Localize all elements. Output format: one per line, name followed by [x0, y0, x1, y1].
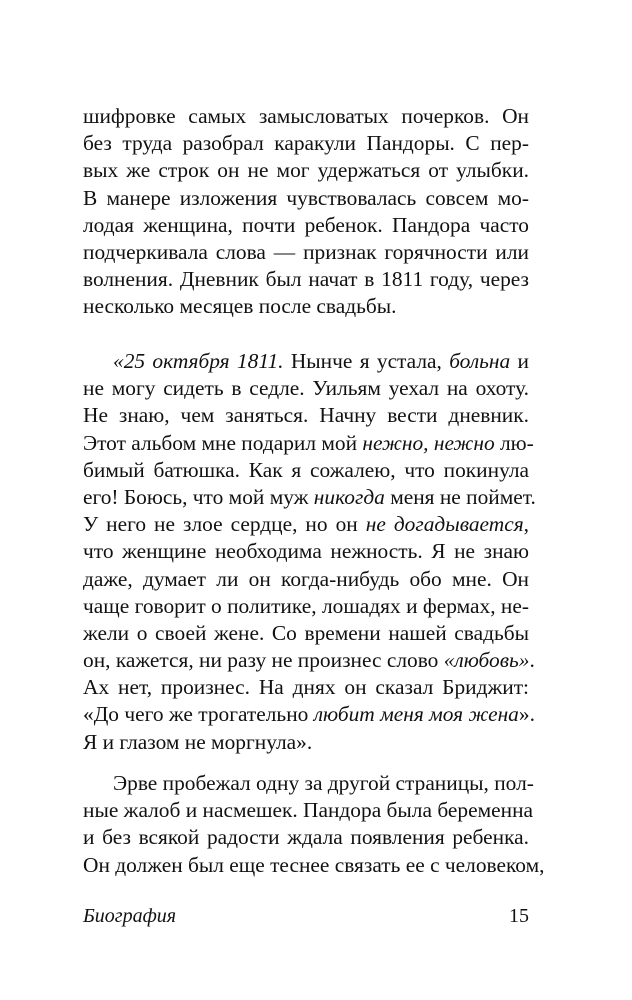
- running-footer-title: Биография: [83, 905, 177, 927]
- text-line: [83, 701, 535, 728]
- text-line: жели о своей жене. Со времени нашей свадьбы: [83, 620, 529, 645]
- text-line: Он должен был еще теснее связать ее с человеком,: [83, 852, 545, 877]
- text-line: бимый батюшка. Как я сожалею, что покинула: [83, 457, 529, 482]
- paragraph-3: [83, 770, 545, 879]
- emphasis: нежно, нежно: [362, 430, 495, 455]
- text-segment: .: [529, 648, 535, 673]
- text-line: Эрве пробежал одну за другой страницы, пол-: [113, 771, 534, 795]
- text-line: [83, 348, 529, 375]
- text-segment: У него не злое сердце, но он: [83, 512, 366, 537]
- text-segment: меня не поймет.: [384, 484, 536, 509]
- text-line: не могу сидеть в седле. Уильям уехал на охоту.: [83, 376, 529, 401]
- text-line: что женщине необходима нежность. Я не знаю: [83, 539, 529, 564]
- emphasis: больна: [449, 349, 511, 373]
- text-segment: Этот альбом мне подарил мой: [83, 430, 363, 455]
- text-line: ные жалоб и насмешек. Пандора была беременна: [83, 798, 534, 823]
- text-line: даже, думает ли он когда-нибудь обо мне. Он: [83, 566, 529, 591]
- emphasis: любит меня моя жена: [313, 702, 519, 727]
- diary-date: «25 октября 1811.: [113, 349, 284, 373]
- text-line: Я и глазом не моргнула».: [83, 729, 313, 754]
- text-line: лодая женщина, почти ребенок. Пандора часто: [83, 212, 529, 237]
- text-segment: ,: [523, 512, 530, 537]
- paragraph-1: [83, 103, 529, 321]
- text-line: В манере изложения чувствовалась совсем мо-: [83, 185, 529, 210]
- text-line: шифровке самых замысловатых почерков. Он: [83, 104, 529, 128]
- text-segment: его! Боюсь, что мой муж: [83, 484, 314, 509]
- text-line: [83, 647, 535, 674]
- text-segment: лю-: [494, 430, 534, 455]
- text-line: несколько месяцев после свадьбы.: [83, 294, 397, 319]
- text-segment: ».: [518, 702, 535, 727]
- page-number: 15: [509, 905, 529, 927]
- text-segment: Нынче я устала,: [283, 349, 450, 373]
- text-line: чаще говорит о политике, лошадях и фермах, не-: [83, 593, 529, 618]
- text-line: подчеркивала слова — признак горячности или: [83, 239, 529, 264]
- text-line: [83, 484, 536, 511]
- text-segment: и: [510, 349, 530, 373]
- emphasis: не догадывается: [365, 512, 524, 537]
- emphasis: «любовь»: [443, 648, 530, 673]
- text-line: вых же строк он не мог удержаться от улыбки.: [83, 158, 529, 183]
- text-segment: «До чего же трогательно: [83, 702, 314, 727]
- text-line: Ах нет, произнес. На днях он сказал Бриджит:: [83, 675, 529, 700]
- text-line: Не знаю, чем заняться. Начну вести дневник.: [83, 403, 529, 428]
- text-line: без труда разобрал каракули Пандоры. С пер-: [83, 131, 529, 156]
- text-line: [83, 511, 529, 538]
- text-line: волнения. Дневник был начат в 1811 году, через: [83, 267, 529, 292]
- text-line: и без всякой радости ждала появления ребенка.: [83, 825, 529, 850]
- text-segment: он, кажется, ни разу не произнес слово: [83, 648, 444, 673]
- paragraph-2-diary-entry: [83, 348, 536, 756]
- emphasis: никогда: [313, 484, 385, 509]
- text-line: [83, 430, 534, 457]
